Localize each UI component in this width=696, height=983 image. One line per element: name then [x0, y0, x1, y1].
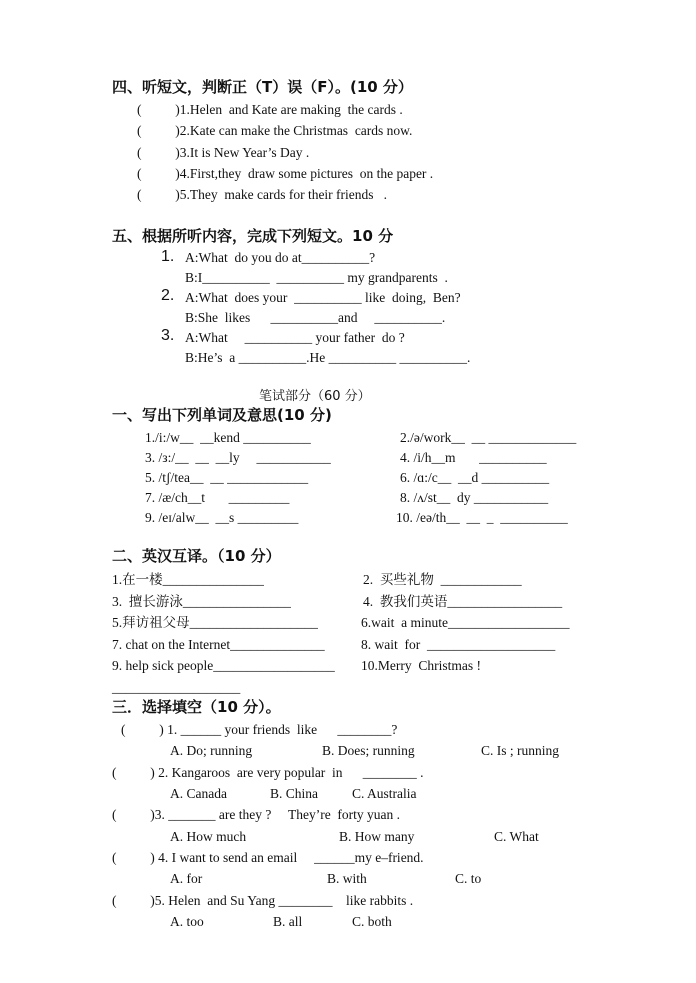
w1-left-2: 3. /з:/__ __ __ly ___________	[145, 450, 331, 465]
w1-left-1: 1./i:/w__ __kend __________	[145, 430, 311, 445]
s4-item-1: ( )1.Helen and Kate are making the cards .	[137, 102, 403, 117]
written-3-title: 三．选择填空（10 分）。	[112, 698, 281, 716]
written-part-header: 笔试部分（60 分）	[259, 389, 371, 404]
s4-item-4: ( )4.First,they draw some pictures on the paper .	[137, 166, 434, 181]
w3-q3-option-a: A. How much	[170, 829, 247, 844]
s5-number-3: 3.	[161, 327, 175, 344]
w2-left-4: 7. chat on the Internet______________	[112, 637, 325, 652]
s5-q3-line-a: A:What __________ your father do ?	[185, 330, 405, 345]
w3-q2-option-b: B. China	[270, 786, 319, 801]
w2-left-1: 1.在一楼_______________	[112, 572, 264, 587]
s5-number-2: 2.	[161, 287, 175, 304]
w3-q2: ( ) 2. Kangaroos are very popular in ________ .	[112, 765, 424, 780]
w1-left-5: 9. /eɪ/alw__ __s _________	[145, 510, 299, 525]
w2-right-1: 2. 买些礼物 ____________	[363, 572, 522, 587]
w3-q4-option-b: B. with	[327, 871, 367, 886]
w3-q1-option-b: B. Does; running	[322, 743, 415, 758]
s5-q1-line-a: A:What do you do at__________?	[185, 250, 376, 265]
w2-left-2: 3. 擅长游泳________________	[112, 594, 291, 609]
w2-left-3: 5.拜访祖父母___________________	[112, 615, 318, 630]
s4-item-2: ( )2.Kate can make the Christmas cards now.	[137, 123, 413, 138]
w3-q1-option-a: A. Do; running	[170, 743, 253, 758]
w3-q2-option-c: C. Australia	[352, 786, 417, 801]
w2-right-5: 10.Merry Christmas !	[361, 658, 481, 673]
w3-q3-option-b: B. How many	[339, 829, 415, 844]
w1-left-3: 5. /tʃ/tea__ __ ____________	[145, 470, 309, 485]
w3-q5: ( )5. Helen and Su Yang ________ like rabbits .	[112, 893, 414, 908]
s4-item-5: ( )5.They make cards for their friends .	[137, 187, 388, 202]
w1-right-4: 8. /ʌ/st__ dy ___________	[400, 490, 549, 505]
s5-number-1: 1.	[161, 248, 175, 265]
w3-q4-option-c: C. to	[455, 871, 482, 886]
w2-right-2: 4. 教我们英语_________________	[363, 594, 563, 609]
w3-q1: ( ) 1. ______ your friends like ________?	[121, 722, 398, 737]
w3-q1-option-c: C. Is ; running	[481, 743, 560, 758]
section-4-title: 四、听短文，判断正（T）误（F）。(10 分）	[112, 78, 413, 96]
written-2-title: 二、英汉互译。（10 分）	[112, 547, 281, 565]
w3-q3-option-c: C. What	[494, 829, 539, 844]
w3-q5-option-c: C. both	[352, 914, 392, 929]
s4-item-3: ( )3.It is New Year’s Day .	[137, 145, 310, 160]
w3-q4-option-a: A. for	[170, 871, 203, 886]
w1-right-3: 6. /ɑ:/c__ __d __________	[400, 470, 550, 485]
w2-right-4: 8. wait for ___________________	[361, 637, 556, 652]
section-5-title: 五、根据所听内容，完成下列短文。10 分	[112, 227, 394, 245]
w3-q4: ( ) 4. I want to send an email ______my e–friend.	[112, 850, 424, 865]
s5-q3-line-b: B:He’s a __________.He __________ __________.	[185, 350, 471, 365]
w1-right-1: 2./ə/work__ __ _____________	[400, 430, 577, 445]
w3-q2-option-a: A. Canada	[170, 786, 227, 801]
s5-q1-line-b: B:I__________ __________ my grandparents .	[185, 270, 448, 285]
s5-q2-line-b: B:She likes __________and __________.	[185, 310, 446, 325]
w2-answer-blank: ___________________	[112, 680, 241, 695]
s5-q2-line-a: A:What does your __________ like doing, Ben?	[185, 290, 461, 305]
w3-q5-option-b: B. all	[273, 914, 303, 929]
w3-q5-option-a: A. too	[170, 914, 204, 929]
w1-right-5: 10. /eə/th__ __ _ __________	[396, 510, 568, 525]
w1-right-2: 4. /i/h__m __________	[400, 450, 547, 465]
w2-right-3: 6.wait a minute__________________	[361, 615, 570, 630]
written-1-title: 一、写出下列单词及意思(10 分)	[112, 406, 332, 424]
w2-left-5: 9. help sick people__________________	[112, 658, 335, 673]
w1-left-4: 7. /æ/ch__t _________	[145, 490, 290, 505]
w3-q3: ( )3. _______ are they ? They’re forty yuan .	[112, 807, 401, 822]
